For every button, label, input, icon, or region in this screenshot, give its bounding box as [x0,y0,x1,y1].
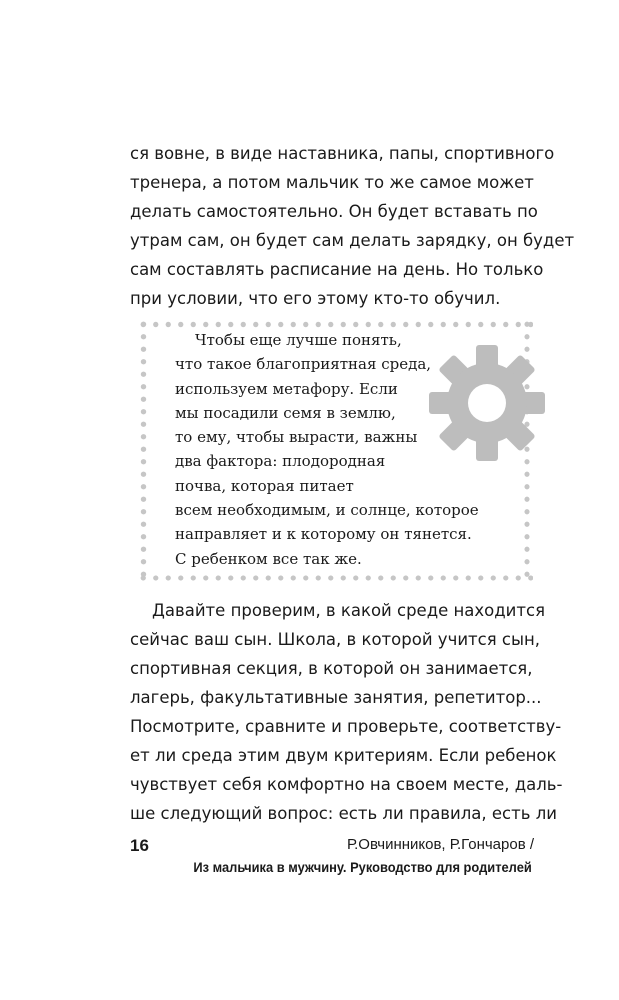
callout-line: почва, которая питает [175,476,354,495]
text-line: Давайте проверим, в какой среде находится [152,601,546,620]
paragraph-bottom [130,596,563,828]
callout-line: мы посадили семя в землю, [175,403,396,422]
paragraph-top [130,139,575,313]
text-line: утрам сам, он будет сам делать зарядку, он будет [130,231,575,250]
callout-line: два фактора: плодородная [175,452,386,471]
callout-line: используем метафору. Если [175,379,398,398]
page-number: 16 [130,836,149,855]
callout-line: всем необходимым, и солнце, которое [175,501,479,520]
text-line: сам составлять расписание на день. Но только [130,260,544,279]
dotted-border-left [137,318,150,584]
text-line: спортивная секция, в которой он занимается, [130,659,533,678]
text-line: лагерь, факультативные занятия, репетитор... [130,688,542,707]
text-line: ше следующий вопрос: есть ли правила, есть ли [130,804,557,823]
callout-line: что такое благоприятная среда, [175,355,432,374]
text-line: сейчас ваш сын. Школа, в которой учится сын, [130,630,541,649]
callout-text [175,328,479,571]
footer-book-title: Из мальчика в мужчину. Руководство для родителей [193,859,532,875]
text-line: Посмотрите, сравните и проверьте, соответству- [130,717,562,736]
text-line: ся вовне, в виде наставника, папы, спортивного [130,144,555,163]
callout-line: то ему, чтобы вырасти, важны [175,428,418,447]
text-line: делать самостоятельно. Он будет вставать по [130,202,538,221]
callout-line: направляет и к которому он тянется. [175,525,472,544]
text-line: при условии, что его этому кто-то обучил. [130,289,501,308]
text-line: тренера, а потом мальчик то же самое может [130,173,534,192]
callout-line: Чтобы еще лучше понять, [195,331,402,349]
text-line: ет ли среда этим двум критериям. Если ребенок [130,746,557,765]
footer-authors: Р.Овчинников, Р.Гончаров / [346,836,534,853]
callout-line: С ребенком все так же. [175,549,362,568]
text-line: чувствует себя комфортно на своем месте, даль- [130,775,563,794]
callout-box [137,318,533,584]
dotted-border-bottom [137,572,533,585]
